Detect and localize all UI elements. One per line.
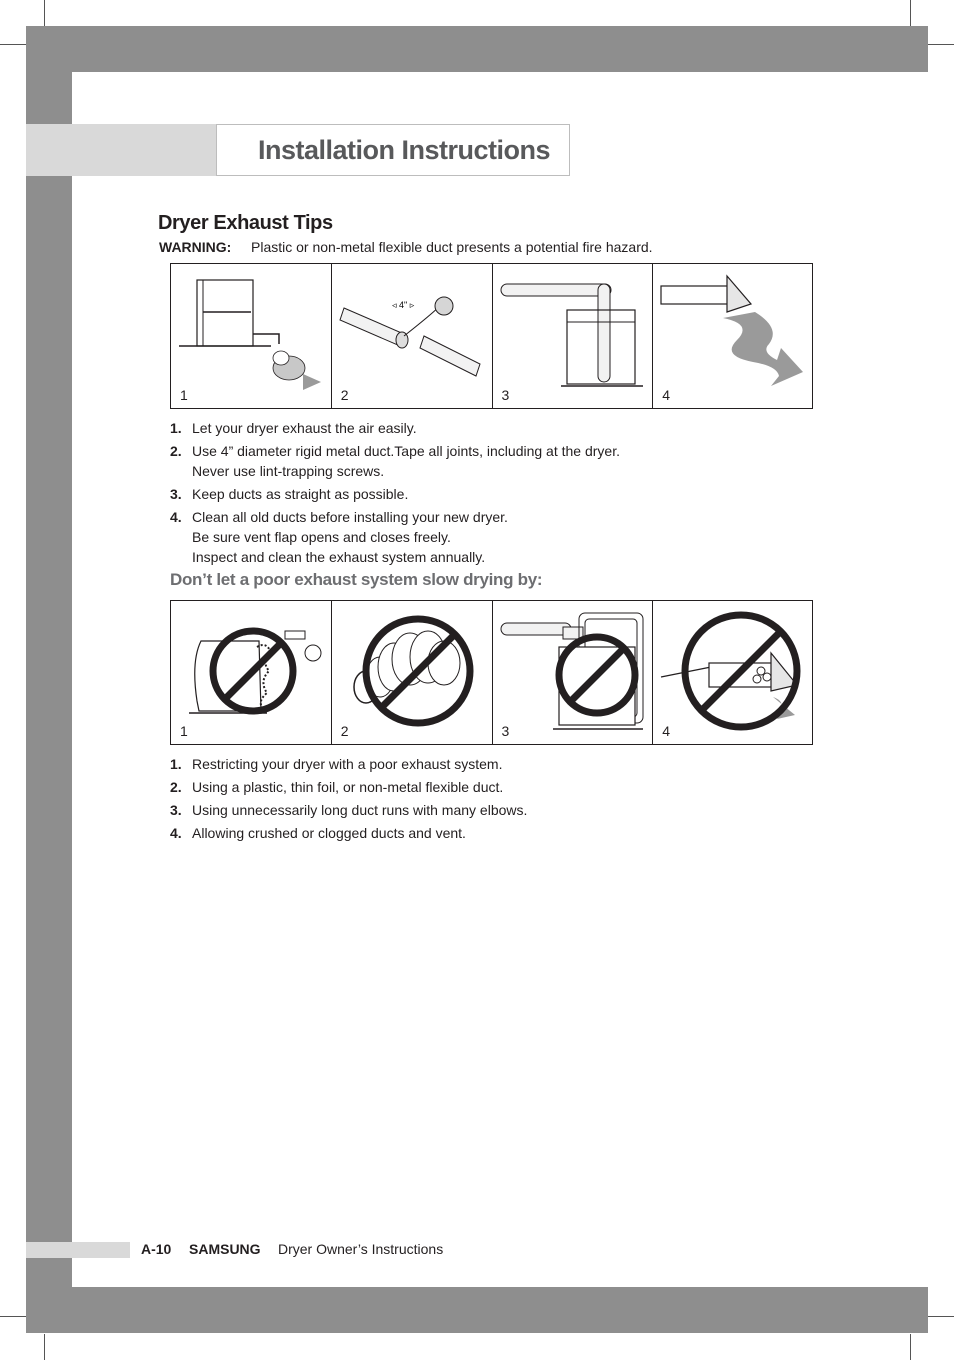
page-frame-left [26, 26, 72, 1333]
list-item: 2. Use 4” diameter rigid metal duct.Tape all joints, including at the dryer. Never use lint-trapping screws. [170, 443, 620, 479]
illustration-panel [653, 601, 812, 744]
section-title: Dryer Exhaust Tips [158, 212, 333, 234]
panel-number: 4 [662, 387, 671, 403]
list-item: 3. Using unnecessarily long duct runs with many elbows. [170, 802, 528, 818]
illustration-panel [653, 264, 812, 408]
clogged-vent-prohibited-icon [653, 601, 811, 744]
straight-duct-run-icon [493, 264, 653, 408]
page-title: Installation Instructions [257, 135, 550, 165]
crop-mark [928, 44, 954, 45]
footer-text: Dryer Owner’s Instructions [278, 1241, 444, 1257]
list-item: 3. Keep ducts as straight as possible. [170, 486, 409, 502]
illustration-panel [332, 264, 493, 408]
panel-number: 1 [180, 723, 188, 739]
crop-mark [0, 1316, 26, 1317]
subsection-title: Don’t let a poor exhaust system slow drying by: [170, 570, 543, 589]
warning-text: Plastic or non-metal flexible duct presents a potential fire hazard. [251, 239, 653, 255]
illustration-panel [171, 264, 332, 408]
crop-mark [44, 0, 45, 26]
tips-list [170, 418, 810, 570]
illustration-panel [493, 601, 654, 744]
footer-band [26, 1242, 130, 1258]
illustration-panel [171, 601, 332, 744]
list-item: 4. Clean all old ducts before installing your new dryer. Be sure vent flap opens and closes freely. Inspect and clean the exhaust system annually. [170, 509, 508, 565]
illustration-panel [493, 264, 654, 408]
dryer-exhaust-air-icon [171, 264, 331, 408]
panel-number: 3 [501, 387, 510, 403]
panel-number: 3 [501, 723, 510, 739]
list-item: 4. Allowing crushed or clogged ducts and vent. [170, 825, 466, 841]
page-frame-top [26, 26, 928, 72]
panel-number: 1 [180, 387, 188, 403]
header-band [26, 124, 216, 176]
crop-mark [910, 0, 911, 26]
list-item: 1. Restricting your dryer with a poor exhaust system. [170, 756, 503, 772]
taped-metal-duct-icon [332, 264, 492, 408]
flexible-duct-prohibited-icon [332, 601, 492, 744]
list-item: 2. Using a plastic, thin foil, or non-metal flexible duct. [170, 779, 504, 795]
donts-list [170, 754, 810, 846]
panel-number: 2 [340, 723, 349, 739]
vent-flap-airflow-icon [653, 264, 811, 408]
crop-mark [910, 1334, 911, 1360]
long-duct-run-prohibited-icon [493, 601, 653, 744]
brand-name: SAMSUNG [189, 1241, 261, 1257]
illustration-panel [332, 601, 493, 744]
illustration-panels-bottom [170, 600, 813, 745]
restricted-exhaust-prohibited-icon [171, 601, 331, 744]
warning-label: WARNING: [159, 239, 232, 255]
crop-mark [44, 1334, 45, 1360]
crop-mark [0, 44, 26, 45]
crop-mark [928, 1316, 954, 1317]
illustration-panels-top [170, 263, 813, 409]
svg-text:◃ 4" ▹: ◃ 4" ▹ [391, 300, 414, 310]
page-number: A-10 [141, 1241, 172, 1257]
panel-number: 2 [340, 387, 349, 403]
list-item: 1. Let your dryer exhaust the air easily. [170, 420, 417, 436]
panel-number: 4 [662, 723, 671, 739]
page-frame-bottom [26, 1287, 928, 1333]
